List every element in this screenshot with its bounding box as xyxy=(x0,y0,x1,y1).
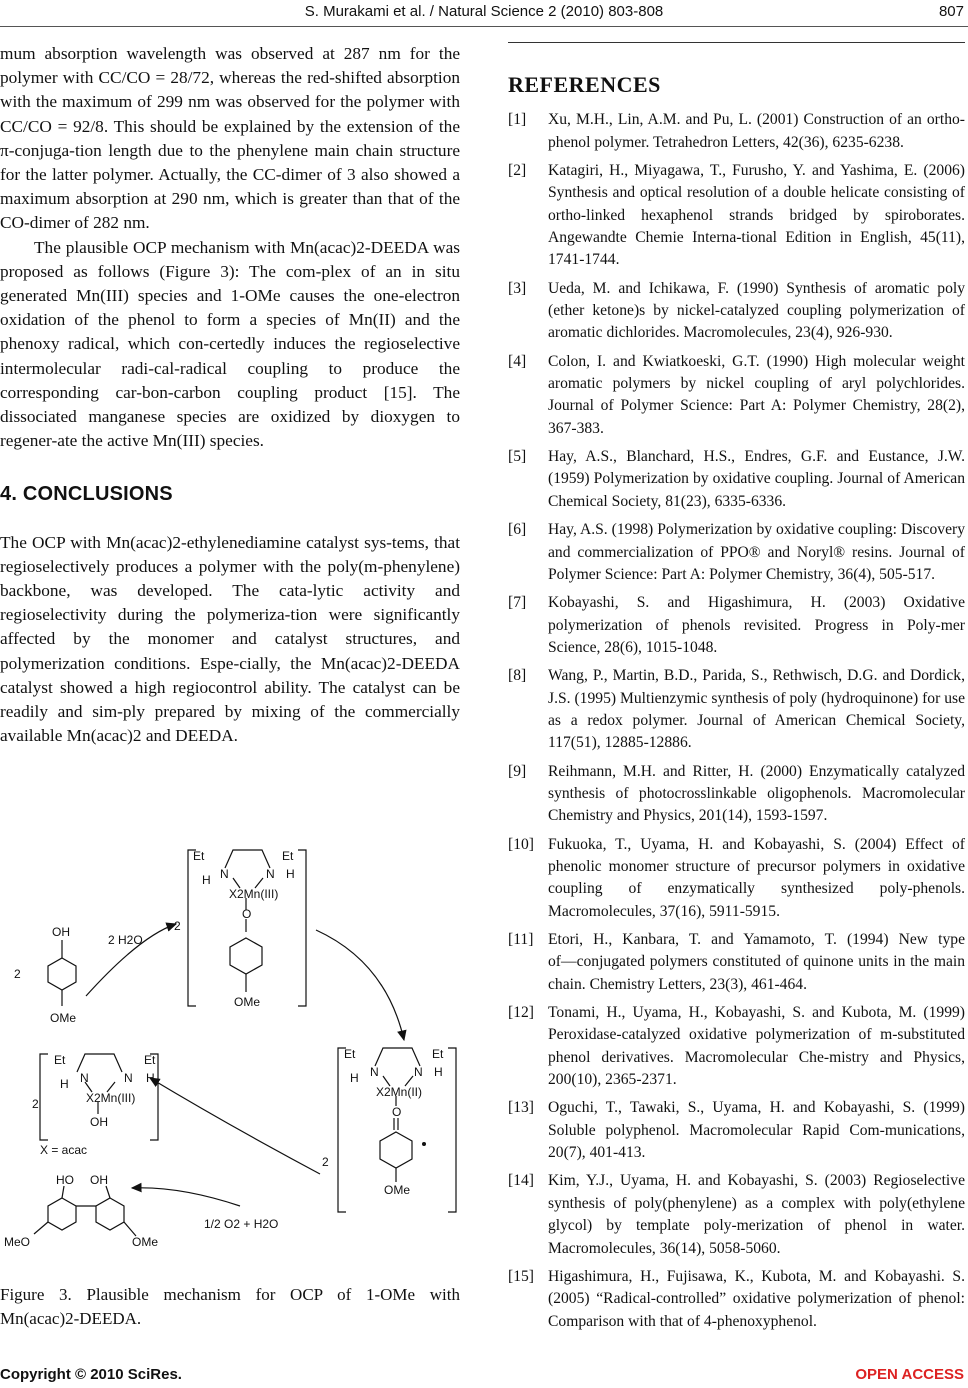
chem-label: Et xyxy=(54,1053,66,1067)
chem-label: H xyxy=(202,873,211,887)
reference-item xyxy=(508,1170,965,1260)
chem-label: 2 xyxy=(174,919,181,933)
reference-number: [14] xyxy=(508,1172,534,1190)
chem-label: N xyxy=(414,1065,423,1079)
reference-text: Tonami, H., Uyama, H., Kobayashi, S. and Kubota, M. (1999) Peroxidase-catalyzed oxidative polymerization of m-substituted phenol derivatives. Macromolecular Che-mistry and Physics, 200(10), 2365-2371. xyxy=(548,1004,965,1089)
chem-label: Et xyxy=(144,1053,156,1067)
reference-item xyxy=(508,278,965,345)
chem-label: H xyxy=(286,867,295,881)
reference-text: Kim, Y.J., Uyama, H. and Kobayashi, S. (2003) Regioselective synthesis of poly(phenylene) as a complex with poly(ethylene glycol) by template poly-merization of phenol in water. Macromolecules, 36(14), 5058-5060. xyxy=(548,1172,965,1257)
reference-item xyxy=(508,1002,965,1092)
chem-label: H xyxy=(60,1077,69,1091)
chem-label: X = acac xyxy=(40,1143,88,1157)
reference-item xyxy=(508,109,965,154)
chem-label: OMe xyxy=(132,1235,159,1249)
chem-label: HO xyxy=(56,1173,74,1187)
arrow-to-radical xyxy=(316,930,404,1040)
reference-number: [2] xyxy=(508,161,527,179)
references-heading: REFERENCES xyxy=(508,72,661,97)
bracket-left xyxy=(188,850,196,1006)
chem-label: O xyxy=(242,907,252,921)
reference-text: Kobayashi, S. and Higashimura, H. (2003) Oxidative polymerization of phenols revisited. Progress in Poly-mer Science, 28(6), 1015-1048. xyxy=(548,594,965,656)
chem-label: H xyxy=(350,1071,359,1085)
reference-text: Katagiri, H., Miyagawa, T., Furusho, Y. and Yashima, E. (2006) Synthesis and optical resolution of a double helicate consisting of ortho-linked hexaphenol strands bridged by spiroborates. Angewandte Chemie Interna-tional Edition in English, 45(11), 1741-1744. xyxy=(548,161,965,269)
chem-label: OMe xyxy=(50,1011,77,1025)
chem-label: H xyxy=(434,1065,443,1079)
reference-text: Colon, I. and Kwiatkoeski, G.T. (1990) High molecular weight aromatic polymers by nickel coupling of aryl polychlorides. Journal of Polymer Science: Part A: Polymer Chemistry, 28(2), 367-383. xyxy=(548,352,965,437)
reference-item xyxy=(508,160,965,272)
chem-label: 2 xyxy=(14,967,21,981)
arrow-to-dimer xyxy=(132,1188,240,1206)
chem-label: OH xyxy=(52,925,70,939)
reference-item xyxy=(508,351,965,441)
chem-label: O xyxy=(392,1105,402,1119)
reference-text: Oguchi, T., Tawaki, S., Uyama, H. and Kobayashi, S. (1999) Soluble polyphenol. Macromolecular Rapid Com-munications, 20(7), 401-413. xyxy=(548,1099,965,1162)
reference-item xyxy=(508,665,965,755)
reference-number: [3] xyxy=(508,279,527,297)
chem-label: Et xyxy=(344,1047,356,1061)
reference-text: Higashimura, H., Fujisawa, K., Kubota, M. and Kobayashi. S. (2005) “Radical-controlled” oxidative polymerization of phenol: Comparison with that of 4-phenoxyphenol. xyxy=(548,1267,965,1330)
reference-text: Wang, P., Martin, B.D., Parida, S., Rethwisch, D.G. and Dordick, J.S. (1995) Multienzymic synthesis of poly (hydroquinone) for use as a redox polymer. Journal of American Chemical Society, 117(51), 12885-12886. xyxy=(548,667,965,752)
running-title: S. Murakami et al. / Natural Science 2 (2010) 803-808 xyxy=(304,3,664,20)
figure-caption: Figure 3. Plausible mechanism for OCP of 1-OMe with Mn(acac)2-DEEDA. xyxy=(0,1285,460,1328)
dimer-ring-right xyxy=(96,1198,124,1230)
reference-number: [12] xyxy=(508,1004,534,1021)
chem-label: OMe xyxy=(384,1183,411,1197)
reference-item xyxy=(508,929,965,996)
monomer-benzene-ring xyxy=(48,958,76,990)
section-title: 4. CONCLUSIONS xyxy=(0,483,173,506)
chem-label: X2Mn(III) xyxy=(86,1091,136,1105)
copyright-notice: Copyright © 2010 SciRes. xyxy=(0,1366,182,1383)
chem-label: N xyxy=(80,1071,89,1085)
reference-number: [7] xyxy=(508,594,527,612)
reference-item xyxy=(508,446,965,513)
body-paragraph: The OCP with Mn(acac)2-ethylenediamine catalyst sys-tems, that regioselectively produces a polymer with the poly(m-phenylene) backbone, was developed. The cata-lytic activity and regioselectivity during the polymeriza-tion were significantly affected by the monomer and catalyst structures, and polymerization conditions. Espe-cially, the Mn(acac)2-DEEDA catalyst showed a high regiocontrol ability. The catalyst can be readily and sim-ply prepared by mixing of the commercially available Mn(acac)2 and DEEDA. xyxy=(0,532,460,746)
reference-number: [11] xyxy=(508,930,534,948)
header-rule xyxy=(0,26,968,27)
radical-dot xyxy=(422,1142,426,1146)
references-rule xyxy=(508,42,965,43)
reference-number: [8] xyxy=(508,667,527,685)
reference-item xyxy=(508,1266,965,1333)
chem-label: MeO xyxy=(4,1235,31,1249)
chem-label: X2Mn(II) xyxy=(376,1085,423,1099)
chem-label: Et xyxy=(432,1047,444,1061)
dimer-ring-left xyxy=(48,1198,76,1230)
mechanism-diagram xyxy=(0,826,460,1276)
chem-label: 2 xyxy=(32,1097,39,1111)
reference-text: Fukuoka, T., Uyama, H. and Kobayashi, S. (2004) Effect of phenolic monomer structure of precursor polymers in oxidative coupling of enzymatically synthesized poly-phenols. Macromolecules, 37(16), 5911-5915. xyxy=(548,835,965,920)
reference-text: Reihmann, M.H. and Ritter, H. (2000) Enzymatically catalyzed synthesis of photocrosslinkable oligophenols. Macromolecular Chemistry and Physics, 201(14), 1593-1597. xyxy=(548,762,965,825)
arrow-to-regeneration xyxy=(150,1078,320,1174)
chem-label: H xyxy=(146,1071,155,1085)
reference-text: Etori, H., Kanbara, T. and Yamamoto, T. (1994) New type of―conjugated polymers constituted of quinone units in the main chain. Chemistry Letters, 23(3), 461-464. xyxy=(548,930,965,993)
reference-item xyxy=(508,519,965,586)
reference-text: Hay, A.S., Blanchard, H.S., Endres, G.F. and Eustance, J.W. (1959) Polymerization by oxidative coupling. Journal of American Chemical Society, 81(23), 6335-6336. xyxy=(548,448,965,510)
figure-3 xyxy=(0,826,460,1276)
chem-label: N xyxy=(266,867,275,881)
radical-ring xyxy=(380,1132,412,1168)
page-number: 807 xyxy=(938,3,964,20)
reference-text: Hay, A.S. (1998) Polymerization by oxidative coupling: Discovery and commercialization of PPO® and Noryl® resins. Journal of Polymer Science: Part A: Polymer Chemistry, 36(4), 505-517. xyxy=(548,521,965,583)
reference-number: [6] xyxy=(508,521,527,539)
reference-text: Ueda, M. and Ichikawa, F. (1990) Synthesis of aromatic poly (ether ketone)s by nickel-catalyzed coupling polymerization of aromatic dichlorides. Macromolecules, 23(4), 926-930. xyxy=(548,279,965,342)
reference-number: [4] xyxy=(508,352,527,370)
reference-number: [15] xyxy=(508,1267,534,1285)
page-header xyxy=(0,0,968,30)
chem-label: Et xyxy=(282,849,294,863)
chem-label: N xyxy=(220,867,229,881)
chem-label: OMe xyxy=(234,995,261,1009)
reference-number: [5] xyxy=(508,448,527,466)
chem-label: 2 H2O xyxy=(108,933,143,947)
left-column xyxy=(0,42,460,748)
reference-item xyxy=(508,1097,965,1164)
reference-number: [1] xyxy=(508,111,527,129)
chem-label: 2 xyxy=(322,1155,329,1169)
open-access-label[interactable]: OPEN ACCESS xyxy=(855,1366,964,1383)
chem-label: Et xyxy=(193,849,205,863)
reference-text: Xu, M.H., Lin, A.M. and Pu, L. (2001) Construction of an ortho-phenol polymer. Tetrahedron Letters, 42(36), 6235-6238. xyxy=(548,111,965,151)
reference-item xyxy=(508,834,965,924)
chem-label: N xyxy=(124,1071,133,1085)
reference-item xyxy=(508,592,965,659)
reference-number: [9] xyxy=(508,762,527,780)
chem-label: N xyxy=(370,1065,379,1079)
body-paragraph: mum absorption wavelength was observed at 287 nm for the polymer with CC/CO = 28/72, whereas the red-shifted absorption with the maximum of 299 nm was observed for the polymer with CC/CO = 92/8. This should be explained by the extension of the π-conjuga-tion length due to the phenylene main chain structure for the latter polymer. Actually, the CC-dimer of 3 also showed a maximum absorption at 290 nm, which is greater than that of the CO-dimer of 282 nm. xyxy=(0,44,460,233)
reference-number: [13] xyxy=(508,1099,534,1117)
reference-number: [10] xyxy=(508,835,534,853)
body-paragraph: The plausible OCP mechanism with Mn(acac)2-DEEDA was proposed as follows (Figure 3): The com-plex of an in situ generated Mn(III) species and 1-OMe causes the one-electron oxidation of the phenol to form a species of Mn(II) and the phenoxy radical, which con-certedly induces the regioselective intermolecular radi-cal-radical coupling to produce the corresponding car-bon-carbon coupling product [15]. The dissociated manganese species are oxidized by dioxygen to regener-ate the active Mn(III) species. xyxy=(0,237,460,451)
references-column xyxy=(508,40,965,1339)
chem-label: 1/2 O2 + H2O xyxy=(204,1217,279,1231)
complex-benzene-ring xyxy=(230,938,262,974)
chem-label: OH xyxy=(90,1115,108,1129)
chem-label: OH xyxy=(90,1173,108,1187)
chem-label: X2Mn(III) xyxy=(229,887,279,901)
reference-item xyxy=(508,761,965,828)
